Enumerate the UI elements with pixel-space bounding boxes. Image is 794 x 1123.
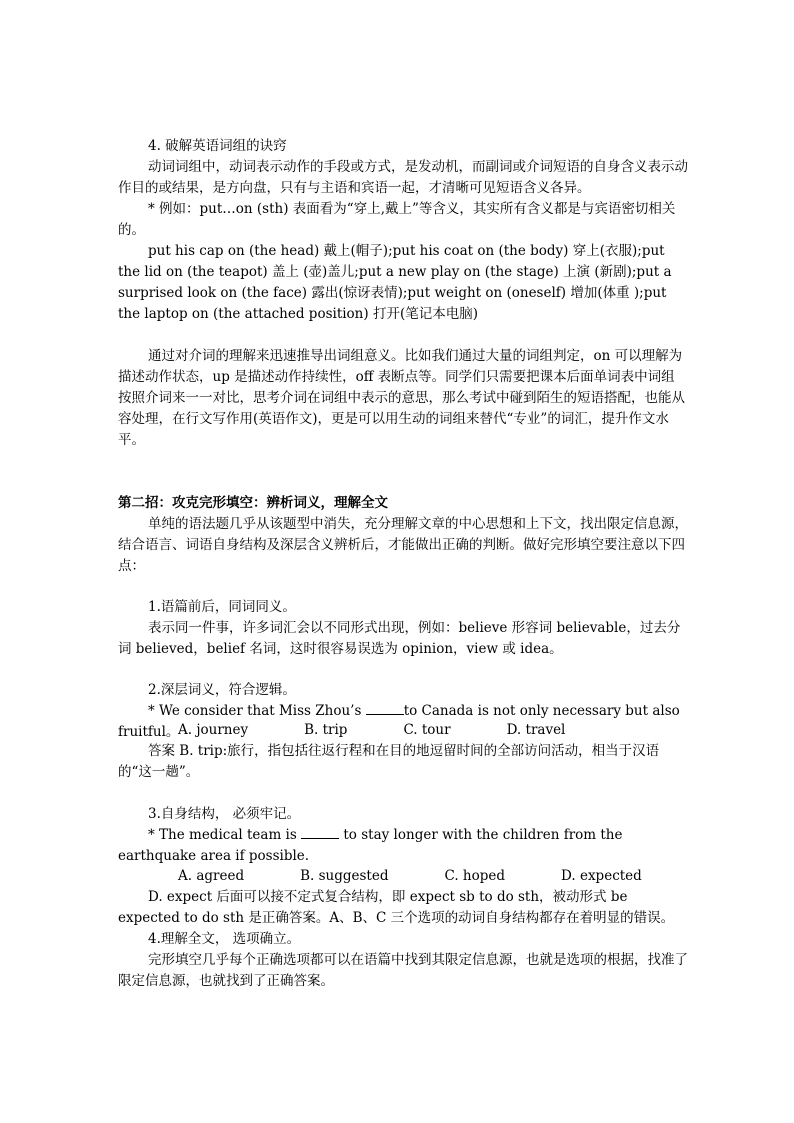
point-3-title: 3.自身结构， 必须牢记。: [148, 806, 301, 822]
section-4-paragraph-1: 动词词组中，动词表示动作的手段或方式，是发动机，而副词或介词短语的自身含义表示动作目的或结果，是方向盘，只有与主语和宾语一起，才清晰可见短语含义各异。: [118, 159, 688, 196]
point-2-option-c: C. tour: [403, 722, 451, 738]
point-3-blank: [301, 826, 339, 839]
point-2-blank: [366, 702, 404, 715]
point-1-text: 表示同一件事，许多词汇会以不同形式出现，例如：believe 形容词 believable，过去分词 believed，belief 名词，这时很容易误选为 opinion，view 或 idea。: [118, 620, 681, 657]
section-4-preposition-paragraph: 通过对介词的理解来迅速推导出词组意义。比如我们通过大量的词组判定，on 可以理解为描述动作状态，up 是描述动作持续性，off 表断点等。同学们只需要把课本后面单词表中词组按照介词来一一对比，思考介词在词组中表示的意思，那么考试中碰到陌生的短语搭配，也能从容处理，在行文写作用(英语作文)，更是可以用生动的词组来替代“专业”的词汇，提升作文水平。: [118, 348, 685, 448]
point-2-question-end: to Canada is not only necessary but also fruitful。: [118, 703, 680, 740]
point-3-question-start: * The medical team is: [148, 827, 302, 843]
point-3-option-b: B. suggested: [300, 868, 389, 884]
point-2-options: [118, 720, 688, 741]
point-1-title: 1.语篇前后，同词同义。: [148, 599, 296, 615]
point-3-options: [118, 866, 688, 887]
point-2-option-a: A. journey: [178, 722, 249, 738]
trick-2-heading: 第二招：攻克完形填空：辨析词义，理解全文: [118, 495, 388, 511]
point-3-answer: D. expect 后面可以接不定式复合结构，即 expect sb to do sth，被动形式 be expected to do sth 是正确答案。A、B、C 三个选项的动词自身结构都存在着明显的错误。: [118, 889, 675, 926]
point-4-title: 4.理解全文， 选项确立。: [148, 931, 301, 947]
point-3-option-a: A. agreed: [178, 868, 245, 884]
section-4-put-on-examples: put his cap on (the head) 戴上(帽子);put his coat on (the body) 穿上(衣服);put the lid on (the teapot) 盖上 (壶)盖儿;put a new play on (the stage) 上演 (新剧);put a surprised look on (the face) 露出(惊讶表情);put weight on (oneself) 增加(体重 );put the laptop on (the attached position) 打开(笔记本电脑): [118, 243, 672, 322]
point-3-question-end: to stay longer with the children from the earthquake area if possible.: [118, 827, 623, 864]
point-3-question: [118, 825, 688, 867]
point-4-text: 完形填空几乎每个正确选项都可以在语篇中找到其限定信息源，也就是选项的根据，找准了限定信息源，也就找到了正确答案。: [118, 952, 688, 989]
point-3-option-c: C. hoped: [444, 868, 506, 884]
trick-2-intro: 单纯的语法题几乎从该题型中消失，充分理解文章的中心思想和上下文，找出限定信息源，结合语言、词语自身结构及深层含义辨析后，才能做出正确的判断。做好完形填空要注意以下四点：: [118, 516, 688, 574]
point-2-answer: 答案 B. trip:旅行，指包括往返行程和在目的地逗留时间的全部访问活动，相当于汉语的“这一趟”。: [118, 743, 660, 780]
point-2-title: 2.深层词义，符合逻辑。: [148, 682, 296, 698]
point-2-option-b: B. trip: [304, 722, 348, 738]
section-4-example: * 例如：put…on (sth) 表面看为“穿上,戴上”等含义，其实所有含义都是与宾语密切相关的。: [118, 201, 676, 238]
point-2-option-d: D. travel: [506, 722, 566, 738]
section-4-title: 4. 破解英语词组的诀窍: [148, 138, 287, 154]
point-3-option-d: D. expected: [561, 868, 642, 884]
point-2-question-start: * We consider that Miss Zhou’s: [148, 703, 366, 719]
